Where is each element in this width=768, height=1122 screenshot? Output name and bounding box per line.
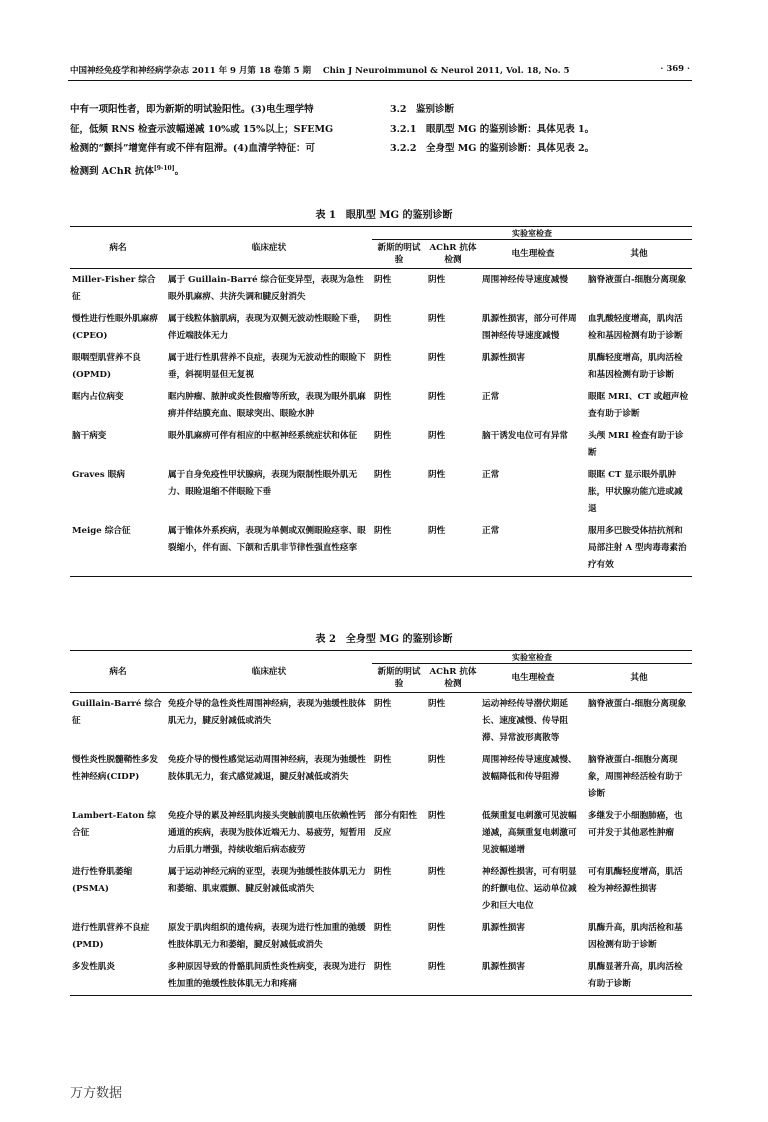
table2-body [70, 693, 692, 996]
table-row [70, 956, 692, 996]
table2-cell-achr-antibody: 阴性 [428, 867, 446, 877]
table-row [70, 464, 692, 520]
table2-caption: 表 2 全身型 MG 的鉴别诊断 [315, 634, 453, 645]
intro-right-column [390, 100, 690, 159]
table2-header-row [70, 651, 692, 664]
table1-cell-electrophysiology: 正常 [482, 392, 500, 402]
table1-cell-neostigmine-test: 阴性 [374, 392, 392, 402]
table1-cell-achr-antibody: 阴性 [428, 470, 446, 480]
table-row [70, 693, 692, 750]
table2 [70, 650, 692, 996]
intro-line-text: 检测到 AChR 抗体 [70, 165, 154, 177]
table2-col-header: 其他 [586, 664, 692, 693]
table1-cell-neostigmine-test: 阴性 [374, 431, 392, 441]
table2-cell-electrophysiology: 肌源性损害 [480, 956, 586, 996]
table2-cell-disease-name: 进行性肌营养不良症(PMD) [72, 923, 150, 950]
table2-cell-disease-name: 慢性炎性脱髓鞘性多发性神经病(CIDP) [72, 755, 158, 782]
table1-cell-electrophysiology: 正常 [480, 520, 586, 577]
table1-cell-neostigmine-test: 阴性 [372, 520, 426, 577]
table1-cell-clinical-symptoms: 属于自身免疫性甲状腺病，表现为限制性眼外肌无力、眼睑退缩不伴眼睑下垂 [168, 470, 358, 497]
table1-cell-clinical-symptoms: 眶内肿瘤、脓肿或炎性假瘤等所致，表现为眼外肌麻痹并伴结膜充血、眼球突出、眼睑水肿 [168, 392, 366, 419]
table-row [70, 269, 692, 309]
table1-col-header: 其他 [586, 240, 692, 269]
table2-cell-neostigmine-test: 部分有阳性反应 [374, 811, 417, 838]
table1-cell-disease-name: Graves 眼病 [72, 470, 125, 480]
header-rule [68, 80, 692, 81]
intro-line: 检测的“颤抖”增宽伴有或不伴有阻滞。(4)血清学特征：可 [70, 143, 316, 154]
table2-cell-other-findings: 多继发于小细胞肺癌，也可并发于其他恶性肿瘤 [588, 811, 683, 838]
table2-cell-electrophysiology: 肌源性损害 [482, 923, 525, 933]
table1-col-header: AChR 抗体检测 [426, 240, 480, 269]
table1-body [70, 269, 692, 577]
journal-title-cn: 中国神经免疫学和神经病学杂志 2011 年 9 月第 18 卷第 5 期 [70, 66, 311, 76]
table1-cell-clinical-symptoms: 属于线粒体脑肌病，表现为双侧无波动性眼睑下垂，伴近端肢体无力 [168, 314, 366, 341]
table1-cell-other-findings: 服用多巴胺受体拮抗剂和局部注射 A 型肉毒毒素治疗有效 [586, 520, 692, 577]
table2-col-header: 病名 [70, 651, 166, 693]
intro-left-column [70, 100, 370, 181]
table1-cell-achr-antibody: 阴性 [426, 520, 480, 577]
table1-cell-neostigmine-test: 阴性 [374, 275, 392, 285]
table2-cell-clinical-symptoms: 多种原因导致的骨骼肌间质性炎性病变，表现为进行性加重的弛缓性肢体肌无力和疼痛 [166, 956, 372, 996]
table2-cell-clinical-symptoms: 免疫介导的累及神经肌肉接头突触前膜电压依赖性钙通道的疾病，表现为肢体近端无力、易疲劳，短暂用力后肌力增强，持续收缩后病态疲劳 [168, 811, 366, 855]
table2-col-header: 电生理检查 [480, 664, 586, 693]
table2-group-header: 实验室检查 [372, 651, 692, 664]
table1-cell-other-findings: 眼眶 CT 显示眼外肌肿胀，甲状腺功能亢进或减退 [588, 470, 683, 514]
table1-cell-other-findings: 肌酶轻度增高，肌肉活检和基因检测有助于诊断 [588, 353, 683, 380]
table-row [70, 386, 692, 425]
table1-cell-achr-antibody: 阴性 [428, 392, 446, 402]
journal-title-en: Chin J Neuroimmunol & Neurol 2011, Vol. 18, No. 5 [322, 66, 570, 76]
table1-cell-disease-name: 眶内占位病变 [72, 392, 124, 402]
table1-cell-achr-antibody: 阴性 [428, 431, 446, 441]
table2-cell-clinical-symptoms: 原发于肌肉组织的遗传病，表现为进行性加重的弛缓性肢体肌无力和萎缩，腱反射减低或消失 [168, 923, 366, 950]
citation-ref: [9-10] [153, 164, 175, 172]
table-row [70, 917, 692, 956]
table-row [70, 749, 692, 805]
table1-cell-electrophysiology: 正常 [482, 470, 500, 480]
table2-cell-disease-name: Lambert-Eaton 综合征 [72, 811, 156, 838]
table1-cell-other-findings: 头颅 MRI 检查有助于诊断 [588, 431, 684, 458]
table2-cell-achr-antibody: 阴性 [428, 699, 446, 709]
table1-cell-disease-name: 眼咽型肌营养不良(OPMD) [72, 353, 141, 380]
table-row [70, 805, 692, 861]
table2-col-header: 新斯的明试验 [372, 664, 426, 693]
table2-cell-clinical-symptoms: 免疫介导的慢性感觉运动周围神经病，表现为弛缓性肢体肌无力，套式感觉减退，腱反射减低或消失 [168, 755, 366, 782]
table1-cell-clinical-symptoms: 眼外肌麻痹可伴有相应的中枢神经系统症状和体征 [168, 431, 358, 441]
table2-cell-clinical-symptoms: 免疫介导的急性炎性周围神经病，表现为弛缓性肢体肌无力，腱反射减低或消失 [168, 699, 366, 726]
intro-line: 中有一项阳性者，即为新斯的明试验阳性。(3)电生理学特 [70, 104, 314, 115]
table1-group-header: 实验室检查 [372, 227, 692, 240]
intro-line: 征，低频 RNS 检查示波幅递减 10%或 15%以上；SFEMG [70, 123, 334, 135]
table2-cell-other-findings: 可有肌酶轻度增高，肌活检为神经源性损害 [588, 867, 683, 894]
table1-header-row [70, 227, 692, 240]
section-heading: 3.2 鉴别诊断 [390, 104, 455, 115]
intro-line [70, 159, 370, 182]
table1-cell-neostigmine-test: 阴性 [374, 314, 392, 324]
table2-col-header: 临床症状 [166, 651, 372, 693]
table1-cell-achr-antibody: 阴性 [428, 353, 446, 363]
table2-cell-achr-antibody: 阴性 [428, 755, 446, 765]
table2-cell-other-findings: 肌酶显著升高，肌肉活检有助于诊断 [586, 956, 692, 996]
table-row [70, 308, 692, 347]
table1-cell-clinical-symptoms: 属于 Guillain-Barré 综合征变异型，表现为急性眼外肌麻痹、共济失调和腱反射消失 [168, 275, 364, 302]
table1-cell-achr-antibody: 阴性 [428, 314, 446, 324]
table2-cell-clinical-symptoms: 属于运动神经元病的亚型，表现为弛缓性肢体肌无力和萎缩、肌束震颤、腱反射减低或消失 [168, 867, 366, 894]
table2-cell-electrophysiology: 神经源性损害，可有明显的纤颤电位、运动单位减少和巨大电位 [482, 867, 577, 911]
table1-cell-electrophysiology: 肌源性损害 [482, 353, 525, 363]
page-number: · 369 · [660, 64, 690, 74]
table1-col-header: 电生理检查 [480, 240, 586, 269]
table2-cell-neostigmine-test: 阴性 [372, 956, 426, 996]
table1-cell-clinical-symptoms: 属于进行性肌营养不良症，表现为无波动性的眼睑下垂，斜视明显但无复视 [168, 353, 366, 380]
table1-cell-disease-name: 慢性进行性眼外肌麻痹(CPEO) [72, 314, 158, 341]
table1-cell-clinical-symptoms: 属于锥体外系疾病，表现为单侧或双侧眼睑痉挛、眼裂缩小，伴有面、下颌和舌肌非节律性强直性痉挛 [166, 520, 372, 577]
table2-cell-disease-name: 进行性脊肌萎缩(PSMA) [72, 867, 133, 894]
table1 [70, 226, 692, 577]
table2-cell-neostigmine-test: 阴性 [374, 699, 392, 709]
table1-col-header: 临床症状 [166, 227, 372, 269]
table1-col-header: 新斯的明试验 [372, 240, 426, 269]
running-header [70, 64, 690, 78]
table1-cell-electrophysiology: 肌源性损害，部分可伴周围神经传导速度减慢 [482, 314, 577, 341]
table2-cell-electrophysiology: 低频重复电刺激可见波幅递减，高频重复电刺激可见波幅递增 [482, 811, 577, 855]
table2-cell-disease-name: Guillain-Barré 综合征 [72, 699, 162, 726]
table2-col-header: AChR 抗体检测 [426, 664, 480, 693]
table1-cell-other-findings: 血乳酸轻度增高，肌肉活检和基因检测有助于诊断 [588, 314, 683, 341]
table1-cell-disease-name: 脑干病变 [72, 431, 107, 441]
intro-line-end: 。 [174, 165, 185, 177]
table1-cell-other-findings: 脑脊液蛋白-细胞分离现象 [588, 275, 687, 285]
table1-cell-neostigmine-test: 阴性 [374, 470, 392, 480]
table2-cell-achr-antibody: 阴性 [428, 811, 446, 821]
subsection-line: 3.2.1 眼肌型 MG 的鉴别诊断：具体见表 1。 [390, 123, 595, 135]
table2-cell-achr-antibody: 阴性 [428, 923, 446, 933]
table2-cell-neostigmine-test: 阴性 [374, 867, 392, 877]
table-row [70, 520, 692, 577]
table1-cell-neostigmine-test: 阴性 [374, 353, 392, 363]
table2-cell-other-findings: 脑脊液蛋白-细胞分离现象 [588, 699, 687, 709]
table2-cell-other-findings: 脑脊液蛋白-细胞分离现象，周围神经活检有助于诊断 [588, 755, 683, 799]
footer-watermark: 万方数据 [70, 1086, 123, 1101]
table1-col-header: 病名 [70, 227, 166, 269]
table1-cell-electrophysiology: 周围神经传导速度减慢 [482, 275, 568, 285]
table-row [70, 347, 692, 386]
table2-cell-other-findings: 肌酶升高，肌肉活检和基因检测有助于诊断 [588, 923, 683, 950]
table1-cell-electrophysiology: 脑干诱发电位可有异常 [482, 431, 568, 441]
table-row [70, 861, 692, 917]
table-row [70, 425, 692, 464]
table2-cell-neostigmine-test: 阴性 [374, 923, 392, 933]
table2-cell-electrophysiology: 周围神经传导速度减慢、波幅降低和传导阻滞 [482, 755, 577, 782]
table2-cell-achr-antibody: 阴性 [426, 956, 480, 996]
table1-cell-disease-name: Meige 综合征 [70, 520, 166, 577]
table1-cell-achr-antibody: 阴性 [428, 275, 446, 285]
subsection-line: 3.2.2 全身型 MG 的鉴别诊断：具体见表 2。 [390, 143, 595, 154]
table1-caption: 表 1 眼肌型 MG 的鉴别诊断 [315, 210, 453, 221]
table2-cell-neostigmine-test: 阴性 [374, 755, 392, 765]
table2-cell-electrophysiology: 运动神经传导潜伏期延长、速度减慢、传导阻滞、异常波形离散等 [482, 699, 568, 743]
table1-cell-disease-name: Miller-Fisher 综合征 [72, 275, 156, 302]
table2-cell-disease-name: 多发性肌炎 [70, 956, 166, 996]
table1-cell-other-findings: 眼眶 MRI、CT 或超声检查有助于诊断 [588, 392, 689, 419]
